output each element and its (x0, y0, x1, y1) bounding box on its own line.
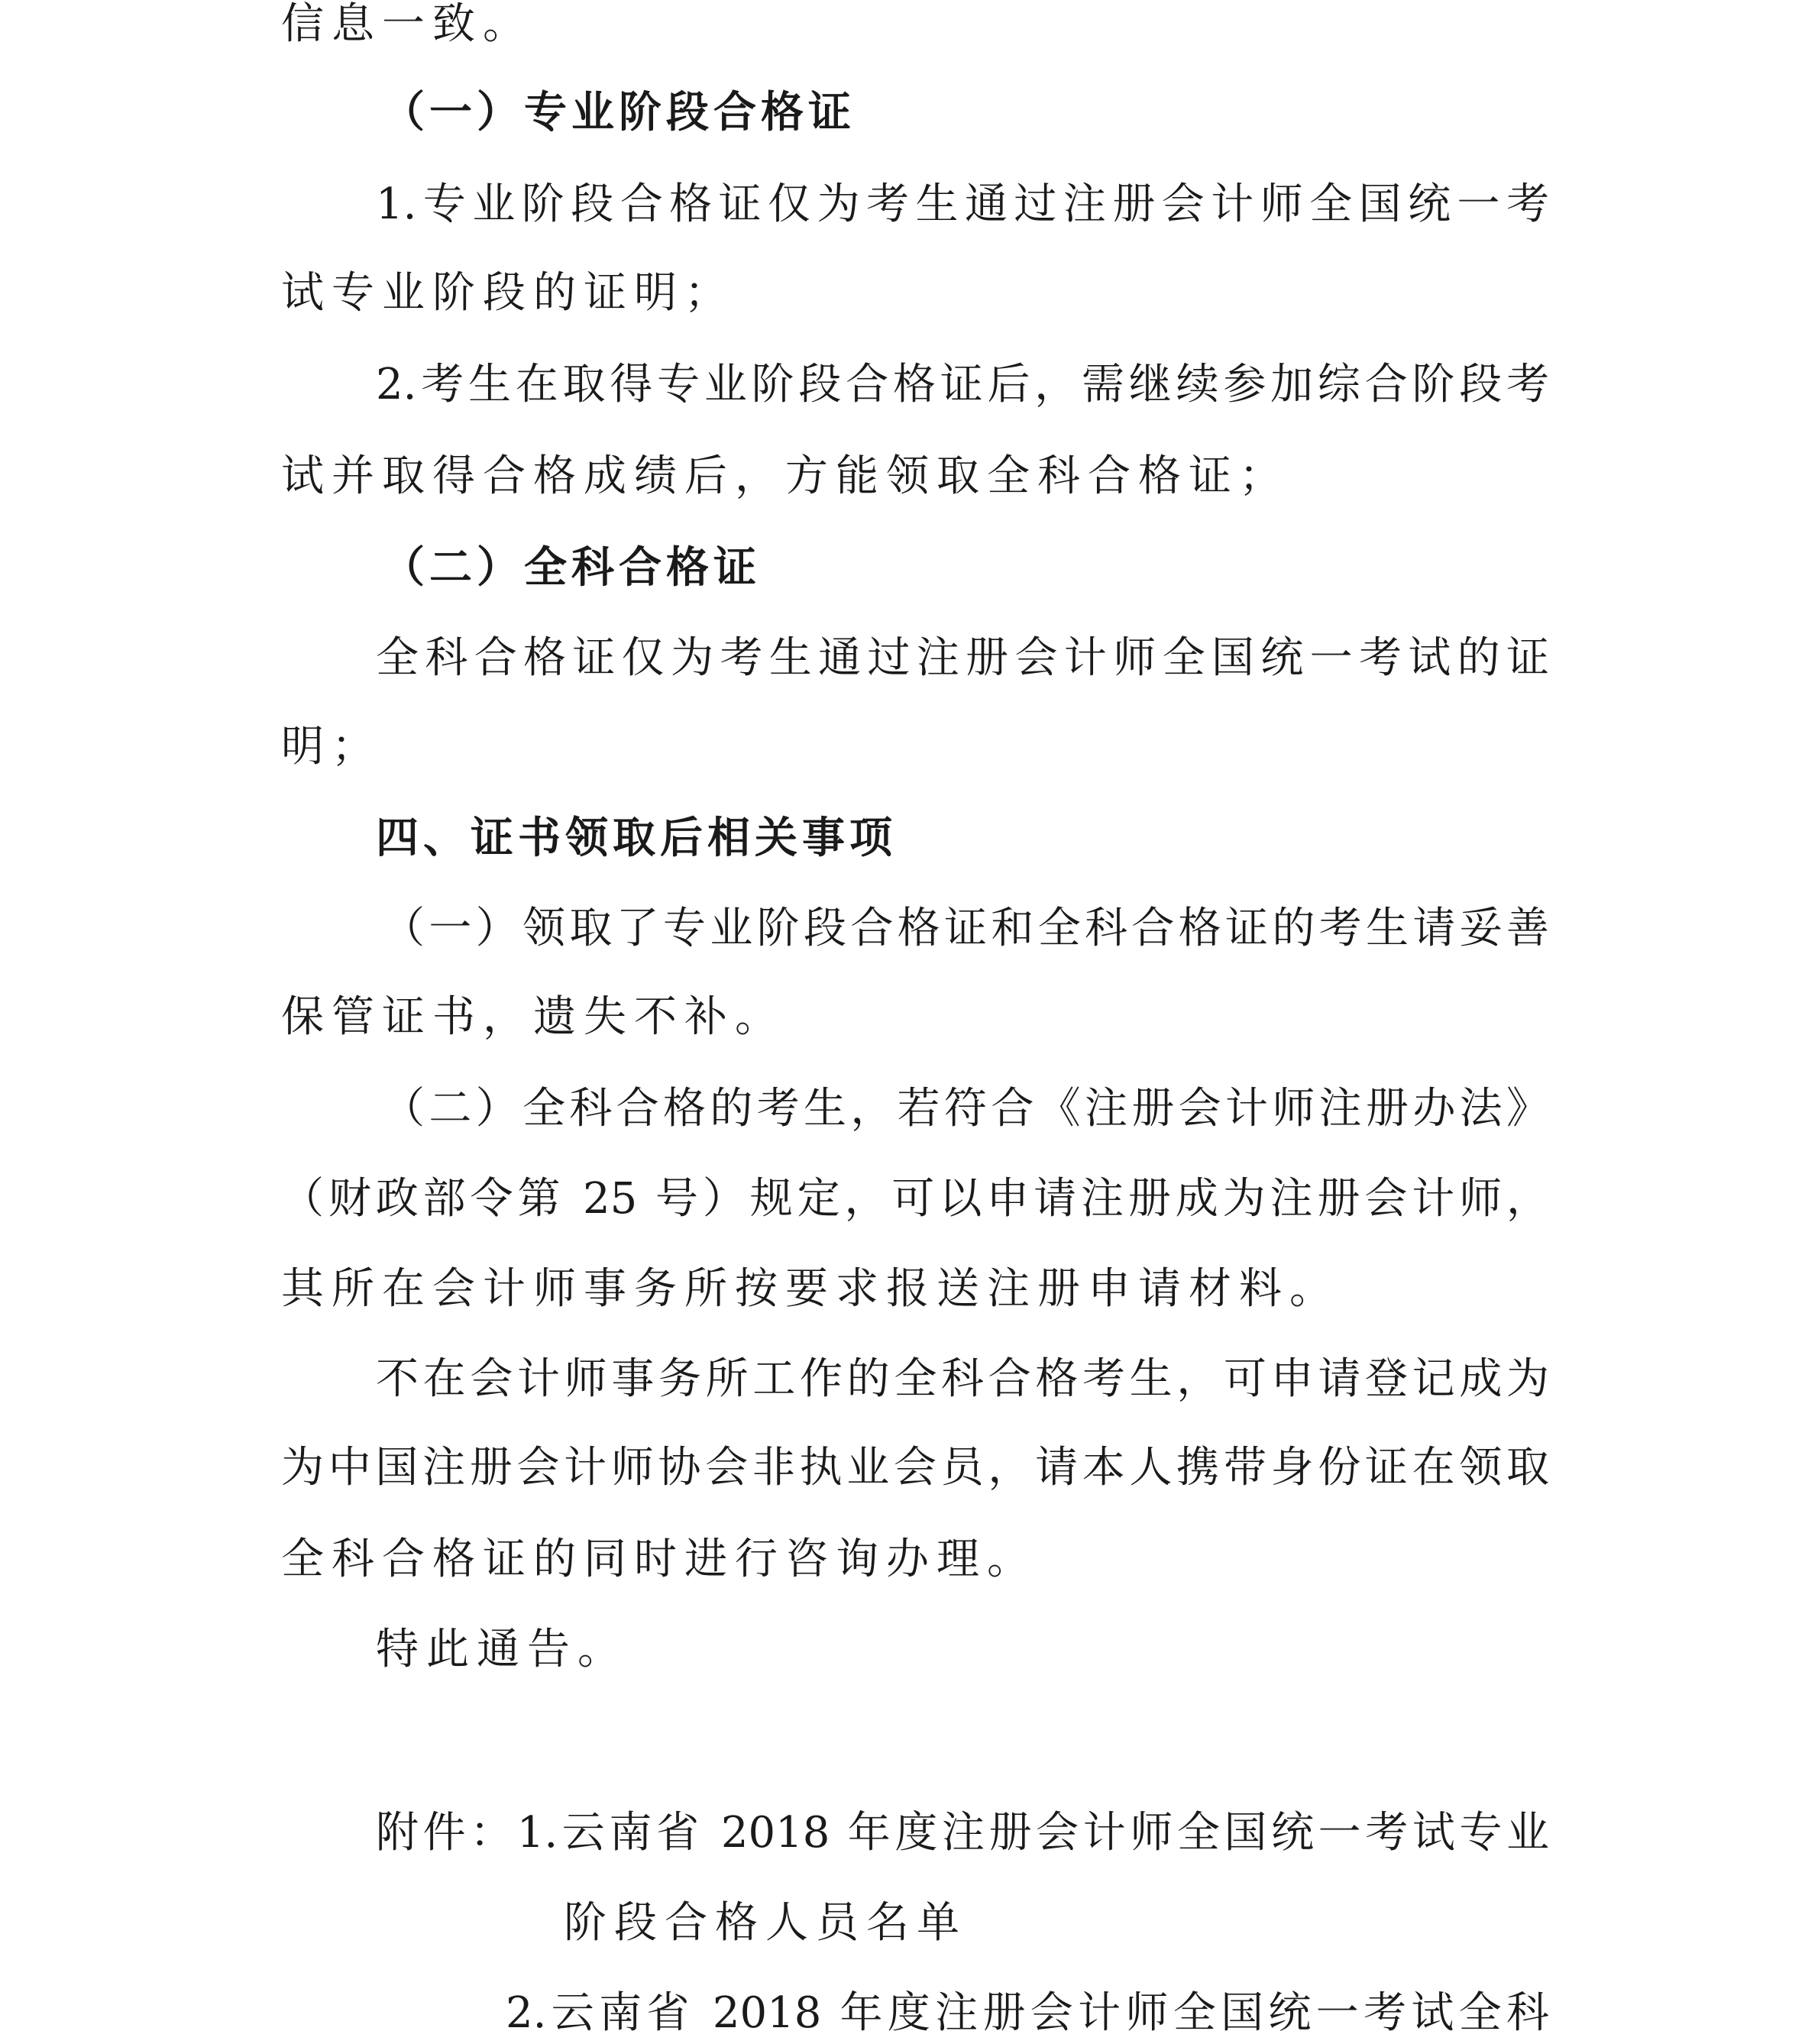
text-line-5: 2.考生在取得专业阶段合格证后，需继续参加综合阶段考 (376, 360, 1549, 409)
text-line-12: 保管证书，遗失不补。 (281, 992, 785, 1042)
text-line-13: （二）全科合格的考生，若符合《注册会计师注册办法》 (382, 1084, 1549, 1134)
closing-line: 特此通告。 (376, 1625, 628, 1674)
text-line-17: 为中国注册会计师协会非执业会员，请本人携带身份证在领取 (281, 1443, 1549, 1493)
text-line-18: 全科合格证的同时进行咨询办理。 (281, 1535, 1037, 1584)
attachment-line-1-cont: 阶段合格人员名单 (564, 1898, 967, 1948)
text-line-16: 不在会计师事务所工作的全科合格考生，可申请登记成为 (376, 1354, 1549, 1404)
subheading-full-certificate: （二）全科合格证 (382, 543, 761, 593)
attachment-line-2: 2.云南省 2018 年度注册会计师全国统一考试全科 (506, 1988, 1549, 2038)
text-line-8: 全科合格证仅为考生通过注册会计师全国统一考试的证 (376, 633, 1549, 683)
text-line-9: 明； (281, 722, 382, 771)
text-line-15: 其所在会计师事务所按要求报送注册申请材料。 (281, 1264, 1340, 1314)
text-line-3: 1.专业阶段合格证仅为考生通过注册会计师全国统一考 (376, 179, 1549, 229)
text-line-14: （财政部令第 25 号）规定，可以申请注册成为注册会计师， (281, 1174, 1549, 1224)
subheading-professional-certificate: （一）专业阶段合格证 (382, 88, 856, 137)
text-line-11: （一）领取了专业阶段合格证和全科合格证的考生请妥善 (382, 904, 1549, 953)
section-heading-4: 四、证书领取后相关事项 (376, 813, 897, 863)
text-line-4: 试专业阶段的证明； (281, 268, 735, 318)
attachment-line-1: 附件：1.云南省 2018 年度注册会计师全国统一考试专业 (376, 1808, 1549, 1858)
text-line-1: 信息一致。 (281, 0, 533, 49)
text-line-6: 试并取得合格成绩后，方能领取全科合格证； (281, 451, 1289, 501)
